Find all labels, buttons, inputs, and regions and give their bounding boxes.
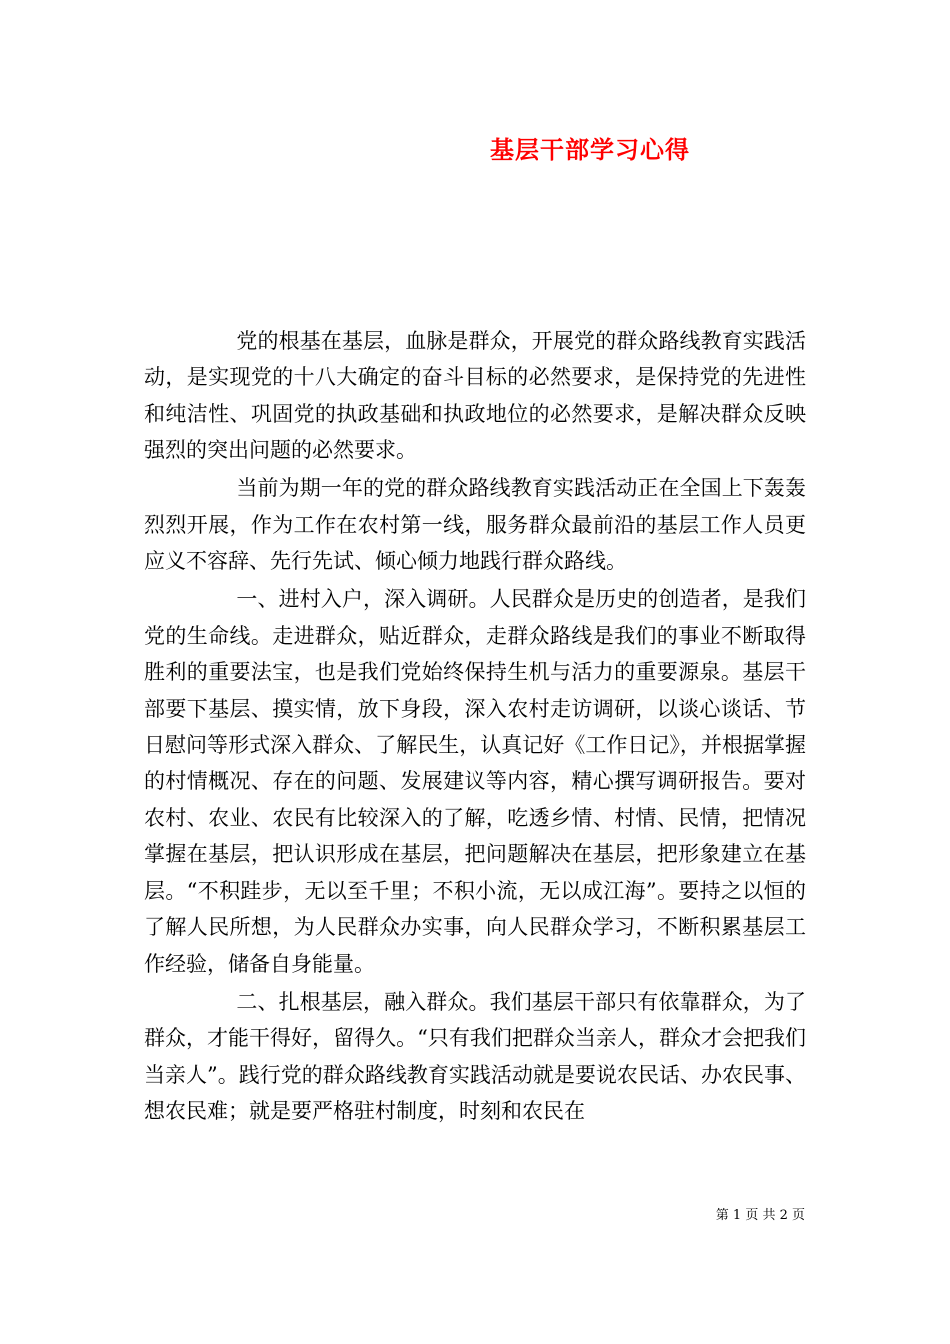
paragraph-4: 二、扎根基层，融入群众。我们基层干部只有依靠群众，为了群众，才能干得好，留得久。“只有我们把群众当亲人，群众才会把我们当亲人”。践行党的群众路线教育实践活动就是要说农民话、办农民事、想农民难；就是要严格驻村制度，时刻和农民在 (144, 989, 806, 1123)
document-body (144, 323, 806, 1131)
paragraph-1: 党的根基在基层，血脉是群众，开展党的群众路线教育实践活动，是实现党的十八大确定的奋斗目标的必然要求，是保持党的先进性和纯洁性、巩固党的执政基础和执政地位的必然要求，是解决群众反映强烈的突出问题的必然要求。 (144, 329, 806, 463)
document-title: 基层干部学习心得 (490, 135, 690, 164)
page-number-footer: 第 1 页 共 2 页 (715, 1208, 805, 1223)
paragraph-2: 当前为期一年的党的群众路线教育实践活动正在全国上下轰轰烈烈开展，作为工作在农村第一线，服务群众最前沿的基层工作人员更应义不容辞、先行先试、倾心倾力地践行群众路线。 (144, 476, 806, 574)
paragraph-3: 一、进村入户，深入调研。人民群众是历史的创造者，是我们党的生命线。走进群众，贴近群众，走群众路线是我们的事业不断取得胜利的重要法宝，也是我们党始终保持生机与活力的重要源泉。基层干部要下基层、摸实情，放下身段，深入农村走访调研，以谈心谈话、节日慰问等形式深入群众、了解民生，认真记好《工作日记》，并根据掌握的村情概况、存在的问题、发展建议等内容，精心撰写调研报告。要对农村、农业、农民有比较深入的了解，吃透乡情、村情、民情，把情况掌握在基层，把认识形成在基层，把问题解决在基层，把形象建立在基层。“不积跬步，无以至千里；不积小流，无以成江海”。要持之以恒的了解人民所想，为人民群众办实事，向人民群众学习，不断积累基层工作经验，储备自身能量。 (144, 587, 806, 976)
